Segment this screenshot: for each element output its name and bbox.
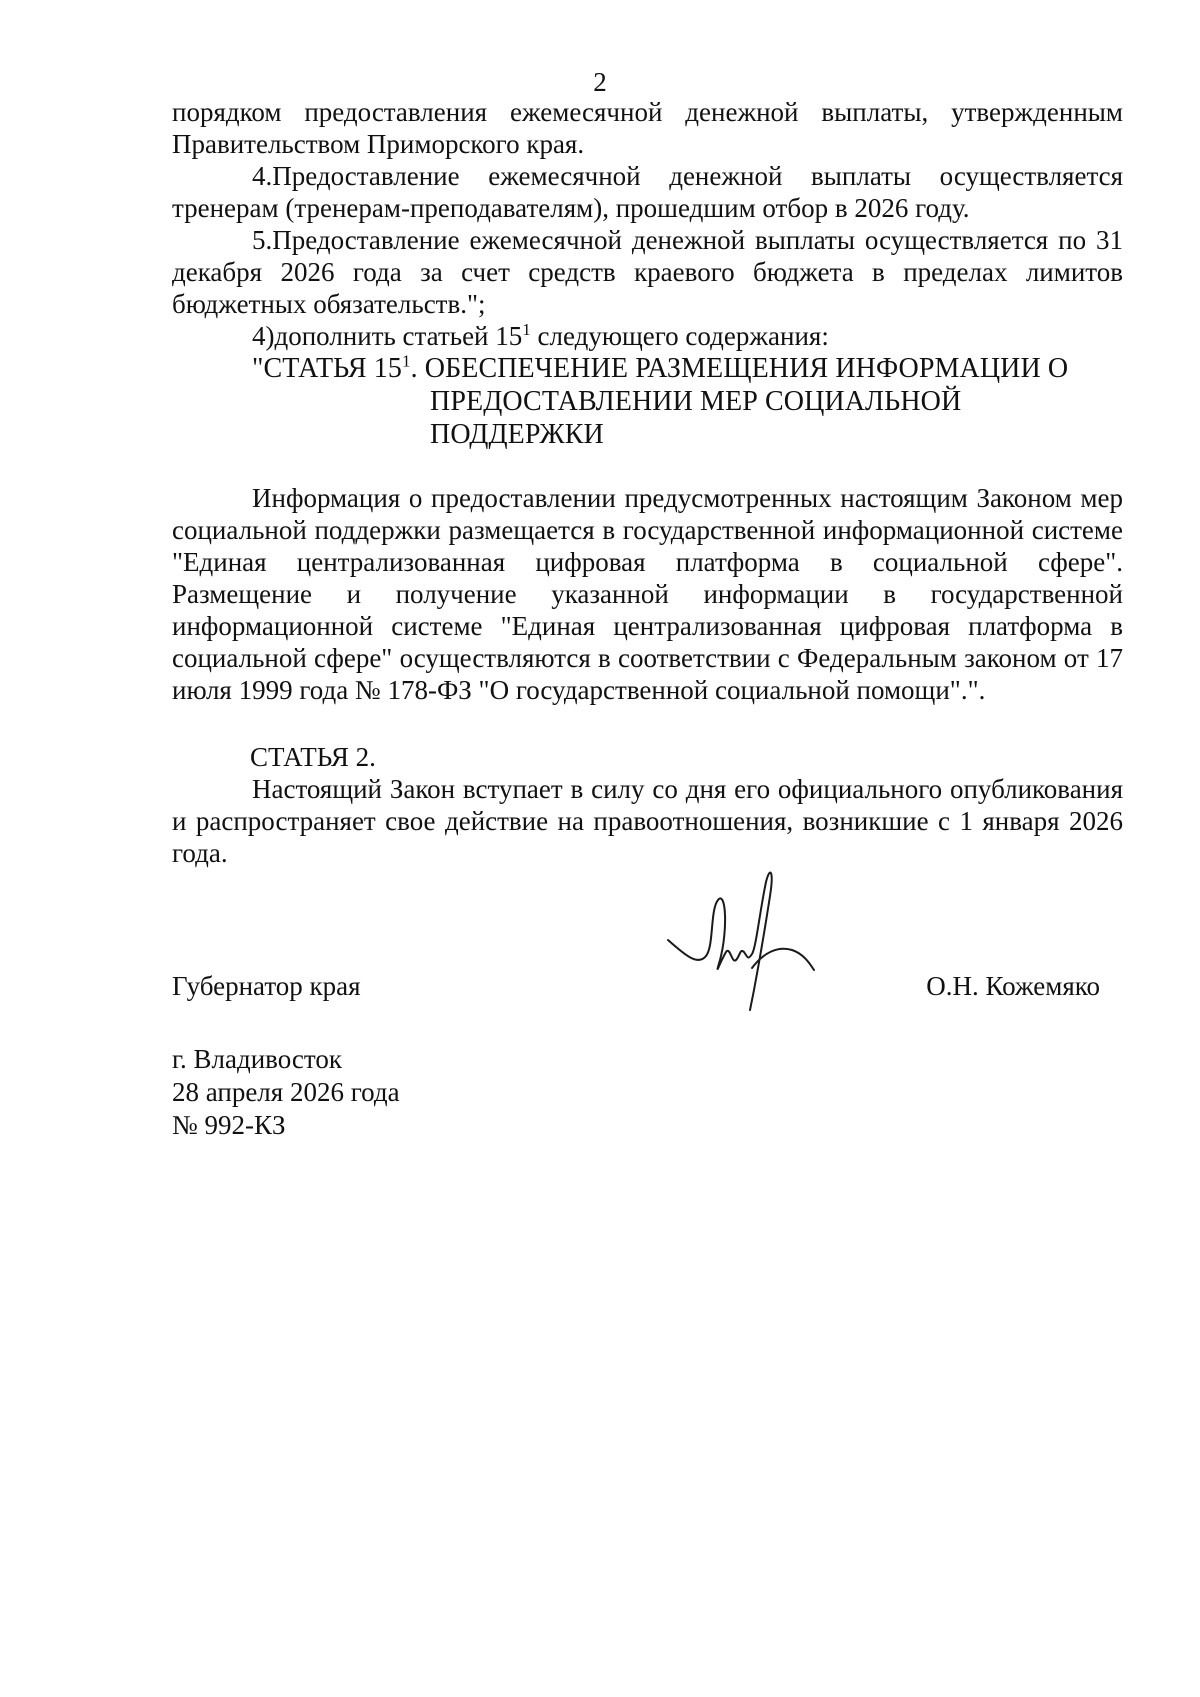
footer-city: г. Владивосток [172, 1044, 342, 1074]
footer-date: 28 апреля 2026 года [172, 1077, 400, 1107]
article-heading-line1 [252, 352, 1068, 385]
intro-section [172, 96, 1123, 352]
amendment-before: 4)дополнить статьей 15 [252, 321, 523, 351]
article-heading-line2: ПРЕДОСТАВЛЕНИИ МЕР СОЦИАЛЬНОЙ [430, 386, 962, 417]
page-number: 2 [593, 67, 607, 97]
article2-body: Настоящий Закон вступает в силу со дня его официального опубликования и распространяет свое действие на правоотношения, возникшие с 1 января 2026 года. [172, 774, 1123, 868]
article-body-section [172, 482, 1123, 706]
governor-signature [656, 860, 836, 1040]
governor-name: О.Н. Кожемяко [926, 971, 1100, 1001]
amendment-line [172, 320, 1123, 352]
footer-number: № 992-КЗ [172, 1110, 286, 1140]
amendment-after: следующего содержания: [530, 321, 829, 351]
document-footer [172, 1043, 400, 1142]
article2-title: СТАТЬЯ 2. [250, 742, 376, 772]
amendment-sup: 1 [522, 320, 531, 339]
article-heading-prefix: "СТАТЬЯ 15 [252, 353, 402, 384]
paragraph-item-4: 4.Предоставление ежемесячной денежной выплаты осуществляется тренерам (тренерам-преподавателям), прошедшим отбор в 2026 году. [172, 161, 1123, 223]
governor-position: Губернатор края [172, 971, 361, 1001]
article-heading-sup: 1 [401, 351, 411, 371]
article-heading-rest: . ОБЕСПЕЧЕНИЕ РАЗМЕЩЕНИЯ ИНФОРМАЦИИ О [410, 353, 1069, 384]
article-heading-line3: ПОДДЕРЖКИ [430, 419, 604, 450]
article-body: Информация о предоставлении предусмотренных настоящим Законом мер социальной поддержки размещается в государственной информационной системе "Единая централизованная цифровая платформа в социальной сфере". Размещение и получение указанной информации в государственной информационной системе "Единая централизованная цифровая платформа в социальной сфере" осуществляются в соответствии с Федеральным законом от 17 июля 1999 года № 178-ФЗ "О государственной социальной помощи".". [172, 483, 1123, 705]
article-heading [252, 352, 1068, 451]
signature-row [172, 970, 1122, 1010]
paragraph-order: порядком предоставления ежемесячной денежной выплаты, утвержденным Правительством Приморского края. [172, 97, 1123, 159]
paragraph-item-5: 5.Предоставление ежемесячной денежной выплаты осуществляется по 31 декабря 2026 года за счет средств краевого бюджета в пределах лимитов бюджетных обязательств."; [172, 225, 1123, 319]
article2-section [172, 773, 1123, 869]
